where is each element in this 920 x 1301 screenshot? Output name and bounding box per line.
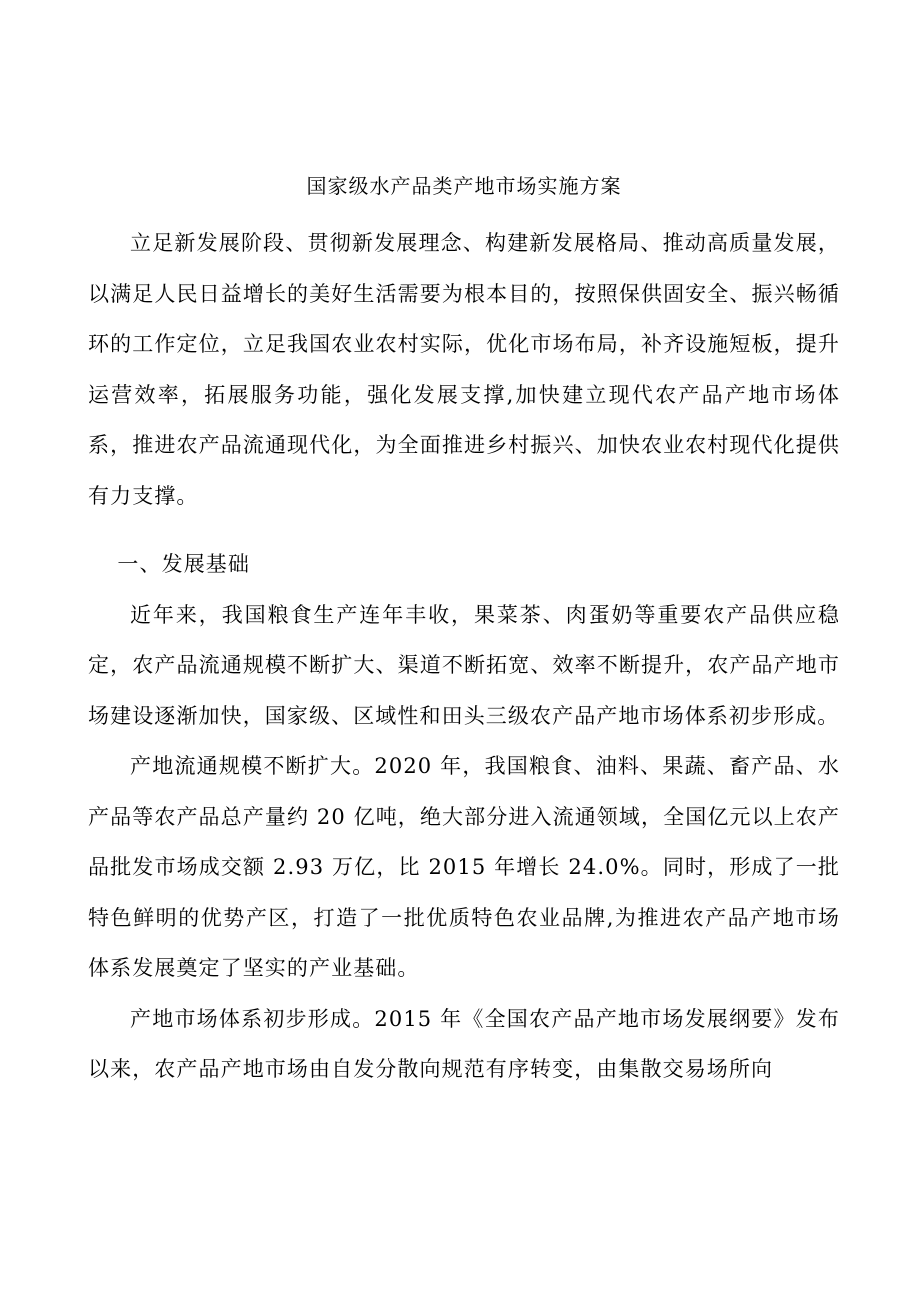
body-paragraph: 产地市场体系初步形成。2015 年《全国农产品产地市场发展纲要》发布以来，农产品产地市场由自发分散向规范有序转变，由集散交易场所向 <box>88 1006 840 1081</box>
section-heading: 一、发展基础 <box>117 552 250 576</box>
intro-paragraph: 立足新发展阶段、贯彻新发展理念、构建新发展格局、推动高质量发展，以满足人民日益增长的美好生活需要为根本目的，按照保供固安全、振兴畅循环的工作定位，立足我国农业农村实际，优化市场布局，补齐设施短板，提升运营效率，拓展服务功能，强化发展支撑,加快建立现代农产品产地市场体系，推进农产品流通现代化，为全面推进乡村振兴、加快农业农村现代化提供有力支撑。 <box>88 231 840 508</box>
document-page <box>88 170 840 1095</box>
body-paragraph: 产地流通规模不断扩大。2020 年，我国粮食、油料、果蔬、畜产品、水产品等农产品总产量约 20 亿吨，绝大部分进入流通领域，全国亿元以上农产品批发市场成交额 2.93 万亿，比 2015 年增长 24.0%。同时，形成了一批特色鲜明的优势产区，打造了一批优质特色农业品牌,为推进农产品产地市场体系发展奠定了坚实的产业基础。 <box>88 754 840 980</box>
body-paragraph: 近年来，我国粮食生产连年丰收，果菜茶、肉蛋奶等重要农产品供应稳定，农产品流通规模不断扩大、渠道不断拓宽、效率不断提升，农产品产地市场建设逐渐加快，国家级、区域性和田头三级农产品产地市场体系初步形成。 <box>88 602 840 728</box>
document-title: 国家级水产品类产地市场实施方案 <box>306 174 622 198</box>
